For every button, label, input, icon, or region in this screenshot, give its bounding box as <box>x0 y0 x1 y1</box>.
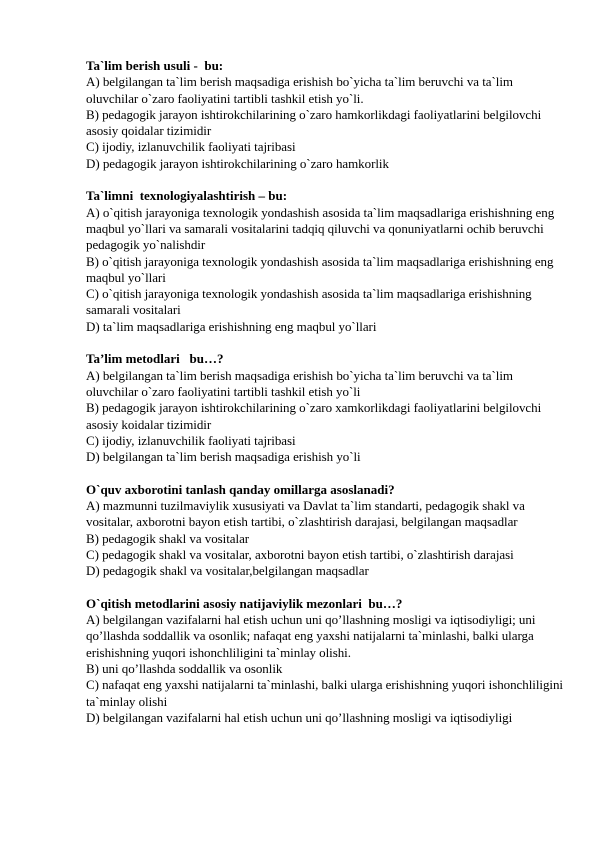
question-block <box>86 482 566 580</box>
question-title: Ta`lim berish usuli - bu: <box>86 58 224 73</box>
answer-option-d: D) pedagogik shakl va vositalar,belgilangan maqsadlar <box>86 563 369 579</box>
answer-option-a: A) belgilangan ta`lim berish maqsadiga erishish bo`yicha ta`lim beruvchi va ta`lim oluvchilar o`zaro faoliyatini tartibli tashkil etish yo`li. <box>86 74 513 106</box>
question-block <box>86 58 566 172</box>
question-title: Ta’lim metodlari bu…? <box>86 351 224 367</box>
question-title: O`qitish metodlarini asosiy natijaviylik mezonlari bu…? <box>86 595 403 611</box>
question-block <box>86 596 566 726</box>
question-title: Ta`limni texnologiyalashtirish – bu: <box>86 188 288 204</box>
answer-option-a: A) belgilangan ta`lim berish maqsadiga erishish bo`yicha ta`lim beruvchi va ta`lim oluvchilar o`zaro faoliyatini tartibli tashkil etish yo`li <box>86 367 513 399</box>
answer-option-c: C) nafaqat eng yaxshi natijalarni ta`minlashi, balki ularga erishishning yuqori ishonchliligini ta`minlay olishi <box>86 677 563 709</box>
answer-option-b: B) pedagogik jarayon ishtirokchilarining o`zaro hamkorlikdagi faoliyatlarini belgilovchi asosiy qoidalar tizimidir <box>86 106 542 139</box>
answer-option-c: C) o`qitish jarayoniga texnologik yondashish asosida ta`lim maqsadlariga erishishning samarali vositalari <box>86 286 532 318</box>
answer-option-c: C) ijodiy, izlanuvchilik faoliyati tajribasi <box>86 432 296 448</box>
answer-option-d: D) pedagogik jarayon ishtirokchilarining o`zaro hamkorlik <box>86 155 389 171</box>
answer-option-b: B) o`qitish jarayoniga texnologik yondashish asosida ta`lim maqsadlariga erishishning eng maqbul yo`llari <box>86 253 554 285</box>
answer-option-d: D) ta`lim maqsadlariga erishishning eng maqbul yo`llari <box>86 318 377 334</box>
answer-option-d: D) belgilangan vazifalarni hal etish uchun uni qo’llashning mosligi va iqtisodiyligi <box>86 709 513 725</box>
answer-option-b: B) pedagogik shakl va vositalar <box>86 530 250 546</box>
answer-option-b: B) pedagogik jarayon ishtirokchilarining o`zaro xamkorlikdagi faoliyatlarini belgilovchi asosiy koidalar tizimidir <box>86 400 542 432</box>
answer-option-a: A) belgilangan vazifalarni hal etish uchun uni qo’llashning mosligi va iqtisodiyligi; uni qo’llashda soddallik va osonlik; nafaqat eng yaxshi natijalarni ta`minlashi, balki ularga erishishning yuqori ishonchliligini ta`minlay olishi. <box>86 612 536 660</box>
answer-option-b: B) uni qo’llashda soddallik va osonlik <box>86 660 283 676</box>
question-title: O`quv axborotini tanlash qanday omillarga asoslanadi? <box>86 481 395 497</box>
answer-option-c: C) pedagogik shakl va vositalar, axborotni bayon etish tartibi, o`zlashtirish darajasi <box>86 546 514 562</box>
answer-option-c: C) ijodiy, izlanuvchilik faoliyati tajribasi <box>86 139 296 155</box>
question-block <box>86 351 566 465</box>
document-page <box>86 58 566 742</box>
answer-option-a: A) mazmunni tuzilmaviylik xususiyati va Davlat ta`lim standarti, pedagogik shakl va vositalar, axborotni bayon etish tartibi, o`zlashtirish darajasi, belgilangan maqsadlar <box>86 498 525 530</box>
question-block <box>86 188 566 335</box>
answer-option-d: D) belgilangan ta`lim berish maqsadiga erishish yo`li <box>86 449 361 465</box>
answer-option-a: A) o`qitish jarayoniga texnologik yondashish asosida ta`lim maqsadlariga erishishning eng maqbul yo`llari va samarali vositalarini tadqiq qiluvchi va qonuniyatlarni ochib beruvchi pedagogik yo`nalishdir <box>86 204 555 253</box>
